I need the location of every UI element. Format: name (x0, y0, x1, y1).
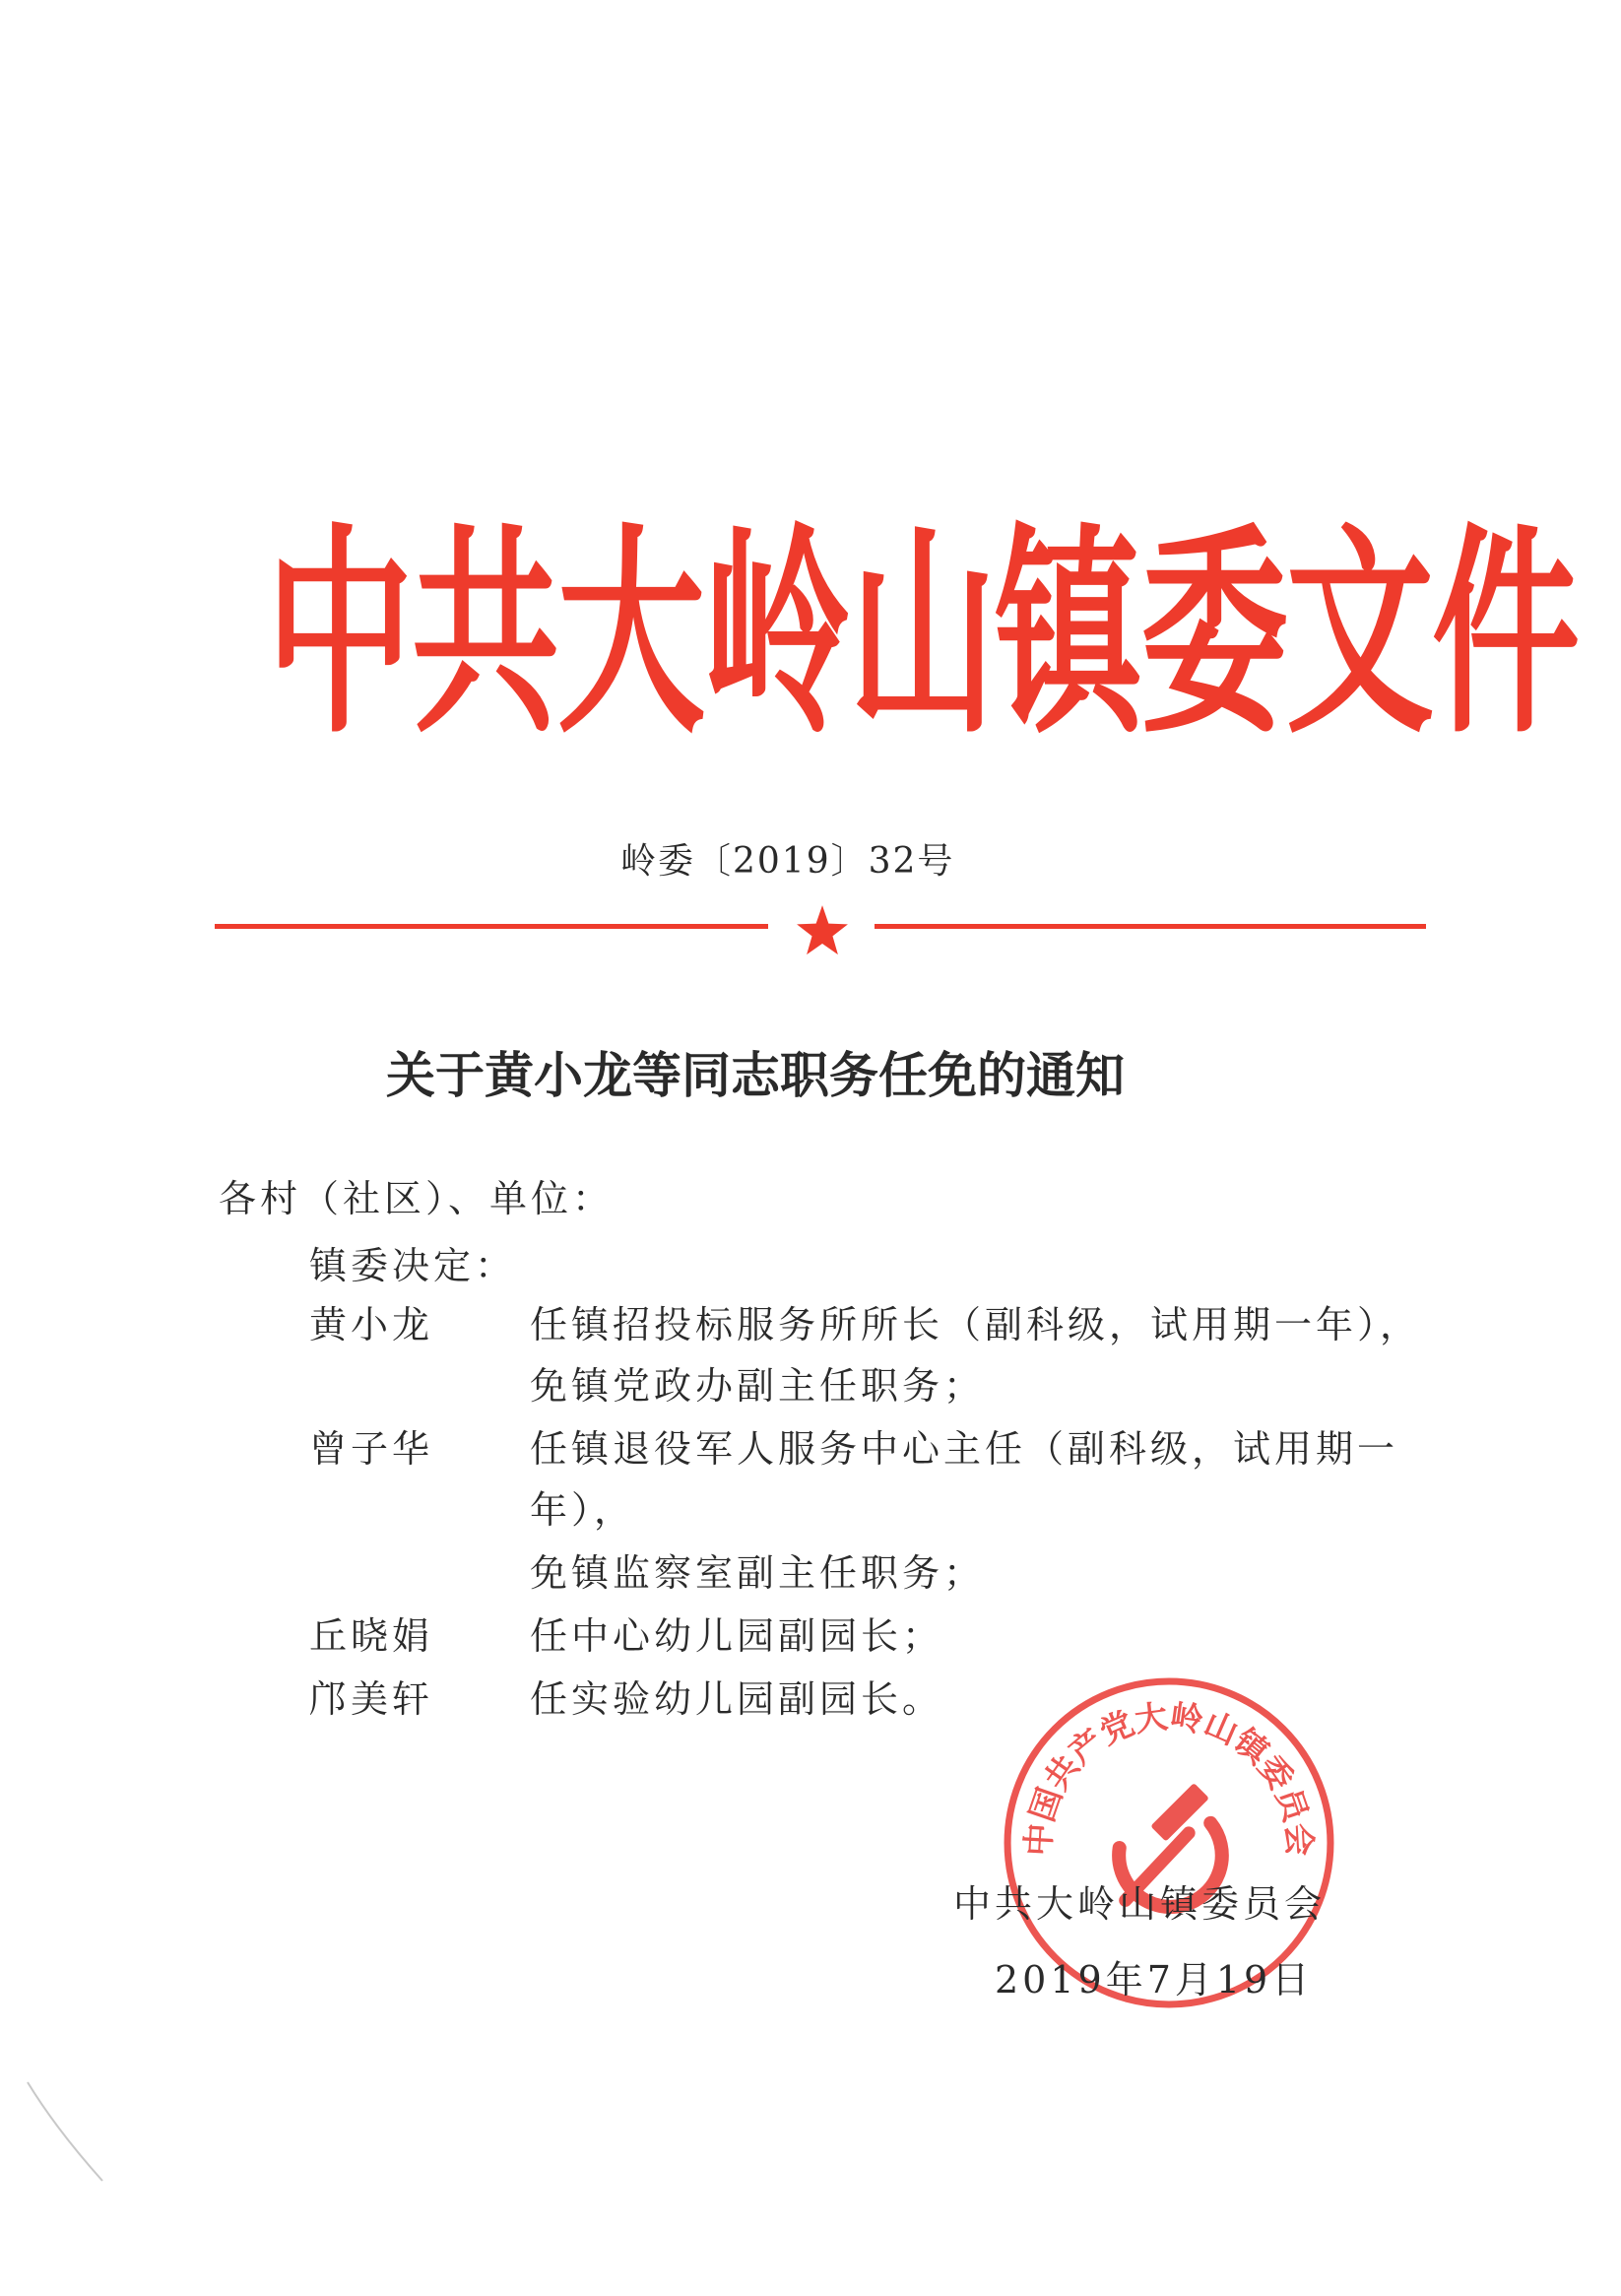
appointment-line: 任实验幼儿园副园长。 (530, 1677, 944, 1721)
appointee-name: 曾子华 (309, 1427, 434, 1471)
appointee-name: 黄小龙 (309, 1303, 434, 1346)
appointment-line: 免镇监察室副主任职务； (530, 1551, 986, 1595)
star-icon (796, 904, 849, 955)
document-number: 岭委〔2019〕32号 (620, 841, 955, 882)
appointment-line: 任中心幼儿园副园长； (530, 1614, 944, 1658)
scan-artifact-mark (20, 2078, 108, 2187)
appointment-line: 任镇招投标服务所所长（副科级，试用期一年）， (530, 1303, 1422, 1346)
signing-date: 2019年7月19日 (995, 1958, 1314, 2001)
notice-title: 关于黄小龙等同志职务任免的通知 (386, 1047, 1125, 1104)
appointee-name: 邝美轩 (309, 1677, 434, 1721)
appointment-line: 年）， (530, 1488, 636, 1532)
decision-intro: 镇委决定： (309, 1244, 517, 1287)
document-header-title: 中共大岭山镇委文件 (266, 506, 1579, 764)
header-divider-right (875, 924, 1426, 929)
appointment-line: 免镇党政办副主任职务； (530, 1364, 986, 1408)
header-divider-left (215, 924, 768, 929)
appointee-name: 丘晓娟 (309, 1614, 434, 1658)
appointment-line: 任镇退役军人服务中心主任（副科级，试用期一 (530, 1427, 1399, 1471)
signing-organization: 中共大岭山镇委员会 (953, 1882, 1327, 1926)
salutation: 各村（社区）、单位： (219, 1177, 615, 1220)
seal-text: 中国共产党大岭山镇委员会 (1018, 1696, 1320, 1858)
